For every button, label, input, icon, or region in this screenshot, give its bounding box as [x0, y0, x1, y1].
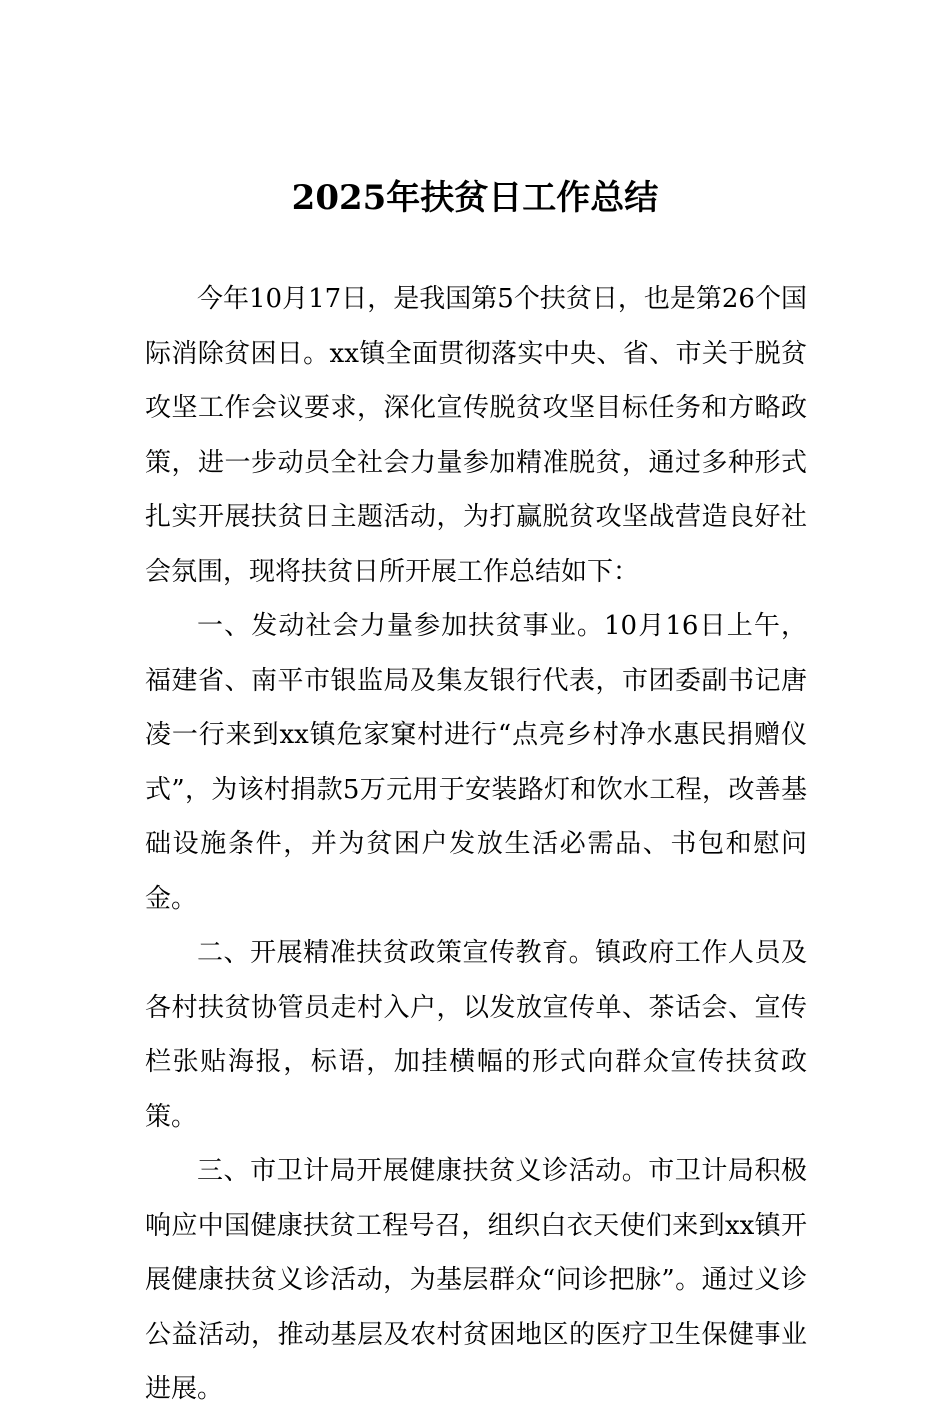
- paragraph-intro: 今年10月17日，是我国第5个扶贫日，也是第26个国际消除贫困日。xx镇全面贯彻落实中央、省、市关于脱贫攻坚工作会议要求，深化宣传脱贫攻坚目标任务和方略政策，进一步动员全社会力量参加精准脱贫，通过多种形式扎实开展扶贫日主题活动，为打赢脱贫攻坚战营造良好社会氛围，现将扶贫日所开展工作总结如下：: [145, 284, 807, 587]
- paragraph-section-3: 三、市卫计局开展健康扶贫义诊活动。市卫计局积极响应中国健康扶贫工程号召，组织白衣天使们来到xx镇开展健康扶贫义诊活动，为基层群众“问诊把脉”。通过义诊公益活动，推动基层及农村贫困地区的医疗卫生保健事业进展。: [145, 1156, 807, 1404]
- document-title: 2025年扶贫日工作总结: [291, 178, 659, 218]
- paragraph-section-1: 一、发动社会力量参加扶贫事业。10月16日上午，福建省、南平市银监局及集友银行代表，市团委副书记唐凌一行来到xx镇危家窠村进行“点亮乡村净水惠民捐赠仪式”，为该村捐款5万元用于安装路灯和饮水工程，改善基础设施条件，并为贫困户发放生活必需品、书包和慰问金。: [145, 611, 807, 914]
- document-body: [145, 272, 807, 1417]
- paragraph-section-2: 二、开展精准扶贫政策宣传教育。镇政府工作人员及各村扶贫协管员走村入户，以发放宣传单、茶话会、宣传栏张贴海报，标语，加挂横幅的形式向群众宣传扶贫政策。: [145, 938, 807, 1132]
